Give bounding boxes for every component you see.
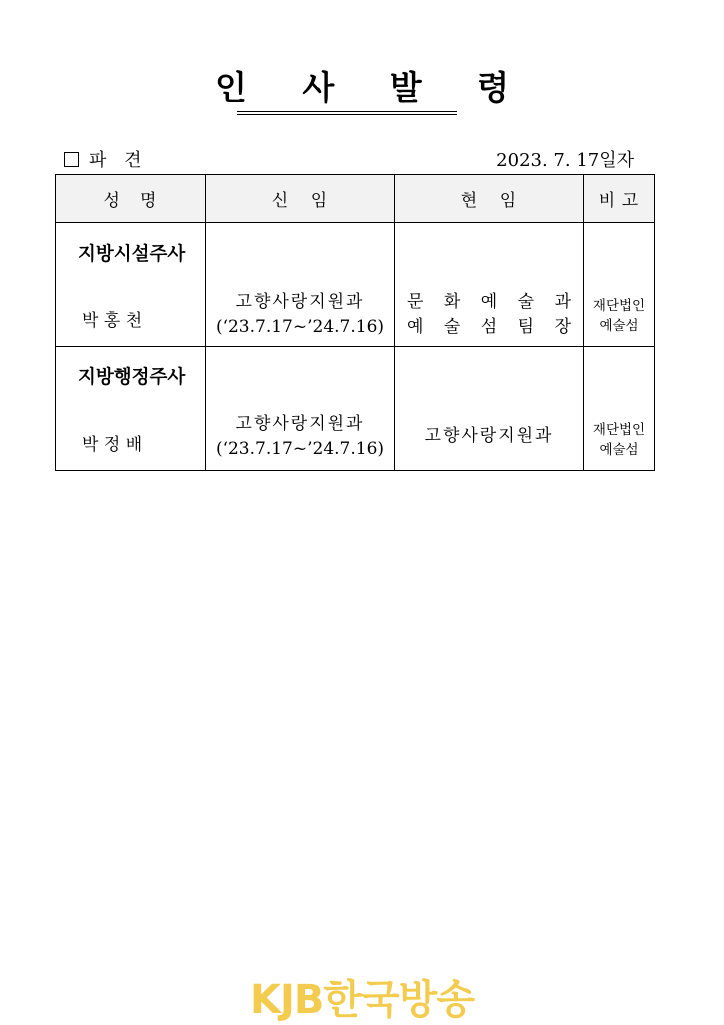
header-new-char: 신: [271, 191, 290, 211]
rank-label: 지방행정주사: [78, 367, 186, 388]
current-char: 술: [517, 292, 535, 312]
new-post-dept: 고향사랑지원과: [235, 292, 365, 312]
person-name: [56, 430, 205, 455]
table-row: [56, 223, 655, 347]
current-char: 화: [443, 292, 461, 312]
current-char: 예: [407, 317, 424, 337]
name-cell: [56, 347, 206, 471]
table-header-row: [56, 175, 655, 223]
table-row: [56, 347, 655, 471]
personnel-table: [55, 174, 655, 471]
header-new-char: 임: [310, 191, 329, 211]
new-post-dept: 고향사랑지원과: [235, 414, 365, 434]
current-char: 팀: [517, 317, 535, 337]
current-char: 문: [407, 292, 424, 312]
name-char: 배: [125, 435, 143, 455]
new-post-cell: [206, 223, 395, 347]
current-post-line: [407, 290, 571, 315]
current-post-dept: 고향사랑지원과: [424, 426, 554, 446]
header-current-post: [395, 175, 584, 223]
current-post-cell: [395, 347, 584, 471]
name-char: 정: [103, 435, 121, 455]
page-title: 인 사 발 령: [215, 68, 531, 107]
name-cell: [56, 223, 206, 347]
name-char: 박: [82, 311, 99, 331]
header-name: [56, 175, 206, 223]
current-char: 예: [480, 292, 498, 312]
broadcaster-watermark-logo: KJB한국방송: [250, 977, 474, 1023]
section-heading: [64, 146, 148, 172]
note-cell: [584, 347, 655, 471]
name-char: 박: [82, 435, 99, 455]
current-post-line: [407, 315, 571, 340]
header-name-char: 명: [140, 191, 158, 211]
current-char: 섬: [480, 317, 498, 337]
dispatch-period: (‘23.7.17~’24.7.16): [215, 317, 385, 337]
title-underline: [237, 114, 457, 115]
header-new-post: [206, 175, 395, 223]
note-line: 예술섬: [599, 442, 639, 458]
header-note-char: 고: [621, 191, 640, 211]
checkbox-square-icon: [64, 152, 79, 167]
header-current-char: 임: [499, 191, 518, 211]
current-char: 장: [554, 317, 571, 337]
header-name-char: 성: [103, 191, 121, 211]
rank-label: 지방시설주사: [78, 244, 186, 265]
section-title: 파 견: [89, 150, 148, 171]
header-current-char: 현: [460, 191, 479, 211]
dispatch-period: (‘23.7.17~’24.7.16): [215, 439, 385, 459]
note-line: 재단법인: [592, 422, 646, 438]
person-name: [56, 306, 205, 331]
current-char: 과: [554, 292, 571, 312]
header-note-char: 비: [598, 191, 617, 211]
effective-date: 2023. 7. 17일자: [496, 150, 634, 171]
current-char: 술: [443, 317, 461, 337]
note-line: 예술섬: [599, 318, 639, 334]
title-underline: [237, 111, 457, 112]
note-cell: [584, 223, 655, 347]
name-char: 홍: [103, 311, 121, 331]
new-post-cell: [206, 347, 395, 471]
current-post-cell: [395, 223, 584, 347]
header-note: [584, 175, 655, 223]
note-line: 재단법인: [592, 298, 646, 314]
name-char: 천: [125, 311, 143, 331]
